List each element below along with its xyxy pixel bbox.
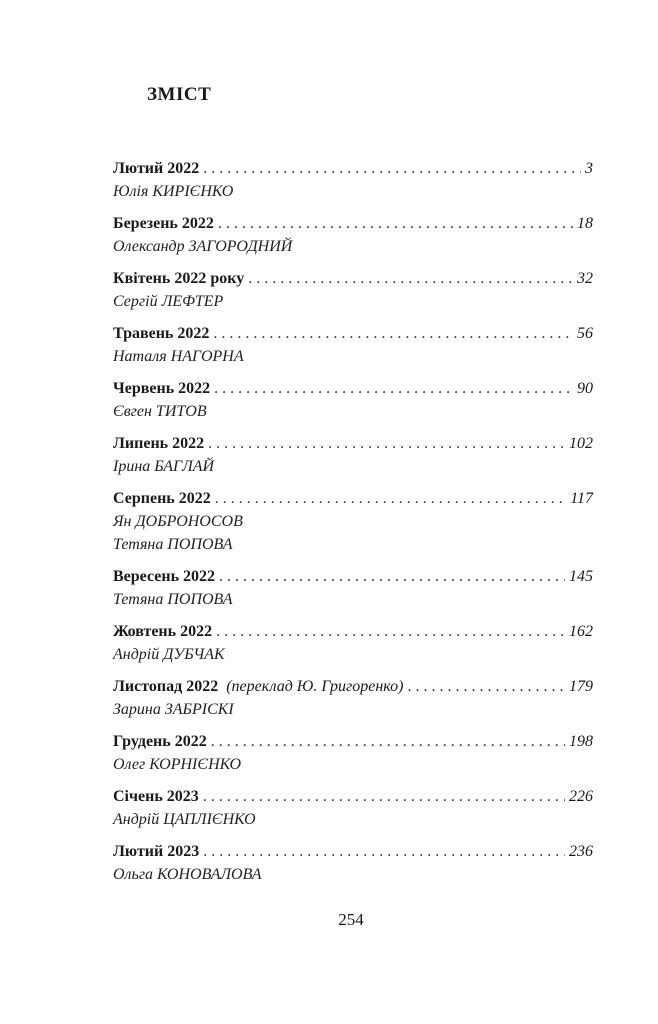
toc-entry-page: 32: [577, 270, 593, 287]
toc-entry-title: Січень 2023: [113, 788, 199, 805]
toc-entry-title: Березень 2022: [113, 215, 214, 232]
toc-entry-title: Грудень 2022: [113, 733, 207, 750]
toc-entry-author: Ольга КОНОВАЛОВА: [113, 866, 262, 883]
toc-entry-page: 162: [569, 623, 593, 640]
toc-entry: [113, 322, 593, 368]
toc-entry: [113, 157, 593, 203]
toc-entry-line: [113, 565, 593, 588]
toc-entry-author: Зарина ЗАБРІСКІ: [113, 701, 234, 718]
page-title: ЗМІСТ: [147, 84, 212, 105]
toc-entry-title: Лютий 2022: [113, 160, 200, 177]
toc-entry-page: 145: [569, 568, 593, 585]
toc-entry-line: [113, 675, 593, 698]
toc-entry-title: Вересень 2022: [113, 568, 216, 585]
table-of-contents: [113, 157, 593, 895]
toc-entry: [113, 432, 593, 478]
dot-leader: [216, 620, 565, 643]
toc-entry: [113, 840, 593, 886]
toc-entry: [113, 267, 593, 313]
toc-entry-line: [113, 432, 593, 455]
dot-leader: [211, 730, 565, 753]
toc-entry: [113, 730, 593, 776]
toc-entry-line: [113, 620, 593, 643]
toc-entry-page: 56: [577, 325, 593, 342]
toc-entry-page: 198: [569, 733, 593, 750]
toc-entry-author: Наталя НАГОРНА: [113, 348, 244, 365]
toc-entry-page: 3: [585, 160, 593, 177]
toc-entry-author: Тетяна ПОПОВА: [113, 591, 233, 608]
dot-leader: [203, 157, 581, 180]
toc-entry-title: Липень 2022: [113, 435, 205, 452]
toc-entry: [113, 487, 593, 556]
toc-entry-author: Євген ТИТОВ: [113, 403, 207, 420]
toc-entry-line: [113, 212, 593, 235]
toc-entry-page: 117: [570, 490, 593, 507]
toc-entry-author: Юлія КИРІЄНКО: [113, 183, 234, 200]
dot-leader: [203, 840, 565, 863]
toc-entry-page: 236: [569, 843, 593, 860]
toc-entry-line: [113, 157, 593, 180]
dot-leader: [213, 322, 573, 345]
toc-entry-page: 102: [569, 435, 593, 452]
toc-entry-title: Листопад 2022: [113, 678, 219, 695]
toc-entry: [113, 675, 593, 721]
dot-leader: [248, 267, 573, 290]
dot-leader: [215, 487, 566, 510]
toc-entry-author: Андрій ДУБЧАК: [113, 646, 225, 663]
toc-entry-line: [113, 840, 593, 863]
toc-entry-title: Травень 2022: [113, 325, 210, 342]
toc-entry-line: [113, 785, 593, 808]
toc-entry-author: Олег КОРНІЄНКО: [113, 756, 242, 773]
dot-leader: [407, 675, 565, 698]
toc-entry-author: Сергій ЛЕФТЕР: [113, 293, 224, 310]
toc-entry-title: Серпень 2022: [113, 490, 211, 507]
toc-entry-page: 179: [569, 678, 593, 695]
dot-leader: [214, 377, 573, 400]
toc-entry: [113, 565, 593, 611]
toc-entry: [113, 620, 593, 666]
toc-entry-line: [113, 267, 593, 290]
toc-entry-title: Червень 2022: [113, 380, 211, 397]
toc-entry-line: [113, 377, 593, 400]
toc-entry-author: Ірина БАГЛАЙ: [113, 458, 215, 475]
toc-entry-page: 18: [577, 215, 593, 232]
toc-entry-page: 90: [577, 380, 593, 397]
dot-leader: [219, 565, 565, 588]
toc-entry-author: Тетяна ПОПОВА: [113, 536, 233, 553]
dot-leader: [208, 432, 565, 455]
toc-entry-author: Андрій ЦАПЛІЄНКО: [113, 811, 256, 828]
toc-entry-line: [113, 487, 593, 510]
dot-leader: [218, 212, 573, 235]
toc-entry-line: [113, 322, 593, 345]
toc-entry-title: Лютий 2023: [113, 843, 200, 860]
toc-entry-page: 226: [569, 788, 593, 805]
toc-entry-author: Ян ДОБРОНОСОВ: [113, 513, 243, 530]
toc-entry: [113, 212, 593, 258]
toc-entry-title: Жовтень 2022: [113, 623, 213, 640]
toc-entry: [113, 785, 593, 831]
dot-leader: [203, 785, 565, 808]
toc-entry-author: Олександр ЗАГОРОДНИЙ: [113, 238, 293, 255]
toc-entry-translator-note: (переклад Ю. Григоренко): [226, 678, 404, 695]
toc-entry-line: [113, 730, 593, 753]
toc-entry-title: Квітень 2022 року: [113, 270, 245, 287]
page-number: 254: [338, 910, 364, 929]
toc-entry: [113, 377, 593, 423]
